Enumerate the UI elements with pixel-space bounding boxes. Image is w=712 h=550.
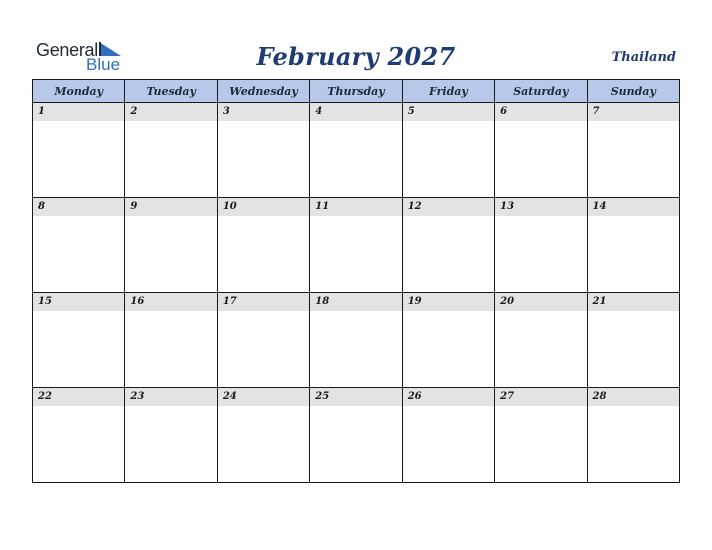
- day-number: 1: [33, 103, 124, 121]
- day-cell: [310, 388, 402, 483]
- weekday-header: Monday: [33, 80, 125, 103]
- day-cell: [217, 103, 309, 198]
- day-number: 15: [33, 293, 124, 311]
- calendar-grid: [32, 79, 680, 483]
- day-number: 9: [125, 198, 216, 216]
- day-cell: [495, 103, 587, 198]
- day-cell: [33, 198, 125, 293]
- day-cell: [587, 293, 679, 388]
- weekday-header: Saturday: [495, 80, 587, 103]
- day-cell: [587, 198, 679, 293]
- day-number: 3: [218, 103, 309, 121]
- day-number: 17: [218, 293, 309, 311]
- day-number: 23: [125, 388, 216, 406]
- day-cell: [125, 293, 217, 388]
- day-cell: [33, 103, 125, 198]
- country-label: Thailand: [611, 50, 676, 65]
- day-cell: [33, 293, 125, 388]
- day-cell: [125, 388, 217, 483]
- day-number: 10: [218, 198, 309, 216]
- day-cell: [310, 198, 402, 293]
- day-cell: [310, 103, 402, 198]
- week-row: [33, 198, 680, 293]
- day-cell: [217, 388, 309, 483]
- week-row: [33, 388, 680, 483]
- day-number: 21: [588, 293, 679, 311]
- logo-text-blue: Blue: [86, 55, 121, 74]
- day-cell: [587, 103, 679, 198]
- day-number: 14: [588, 198, 679, 216]
- day-number: 8: [33, 198, 124, 216]
- day-cell: [125, 198, 217, 293]
- day-cell: [495, 198, 587, 293]
- day-number: 19: [403, 293, 494, 311]
- day-number: 20: [495, 293, 586, 311]
- day-number: 16: [125, 293, 216, 311]
- week-row: [33, 103, 680, 198]
- day-cell: [495, 388, 587, 483]
- weekday-header-row: [33, 80, 680, 103]
- day-cell: [495, 293, 587, 388]
- day-cell: [217, 198, 309, 293]
- day-cell: [310, 293, 402, 388]
- day-number: 2: [125, 103, 216, 121]
- day-number: 25: [310, 388, 401, 406]
- day-cell: [402, 103, 494, 198]
- day-number: 28: [588, 388, 679, 406]
- weekday-header: Thursday: [310, 80, 402, 103]
- day-number: 24: [218, 388, 309, 406]
- day-number: 22: [33, 388, 124, 406]
- weekday-header: Sunday: [587, 80, 679, 103]
- weekday-header: Tuesday: [125, 80, 217, 103]
- day-number: 4: [310, 103, 401, 121]
- day-number: 18: [310, 293, 401, 311]
- day-cell: [587, 388, 679, 483]
- day-number: 13: [495, 198, 586, 216]
- day-number: 6: [495, 103, 586, 121]
- day-number: 27: [495, 388, 586, 406]
- day-cell: [402, 293, 494, 388]
- calendar-title: February 2027: [256, 42, 456, 71]
- day-cell: [125, 103, 217, 198]
- day-number: 5: [403, 103, 494, 121]
- day-number: 12: [403, 198, 494, 216]
- day-cell: [402, 388, 494, 483]
- day-number: 11: [310, 198, 401, 216]
- day-cell: [33, 388, 125, 483]
- day-cell: [402, 198, 494, 293]
- logo-flag-icon: [99, 42, 121, 56]
- generalblue-logo: [36, 40, 136, 74]
- day-cell: [217, 293, 309, 388]
- day-number: 26: [403, 388, 494, 406]
- logo-text-general: General: [36, 40, 98, 60]
- day-number: 7: [588, 103, 679, 121]
- weekday-header: Friday: [402, 80, 494, 103]
- week-row: [33, 293, 680, 388]
- weekday-header: Wednesday: [217, 80, 309, 103]
